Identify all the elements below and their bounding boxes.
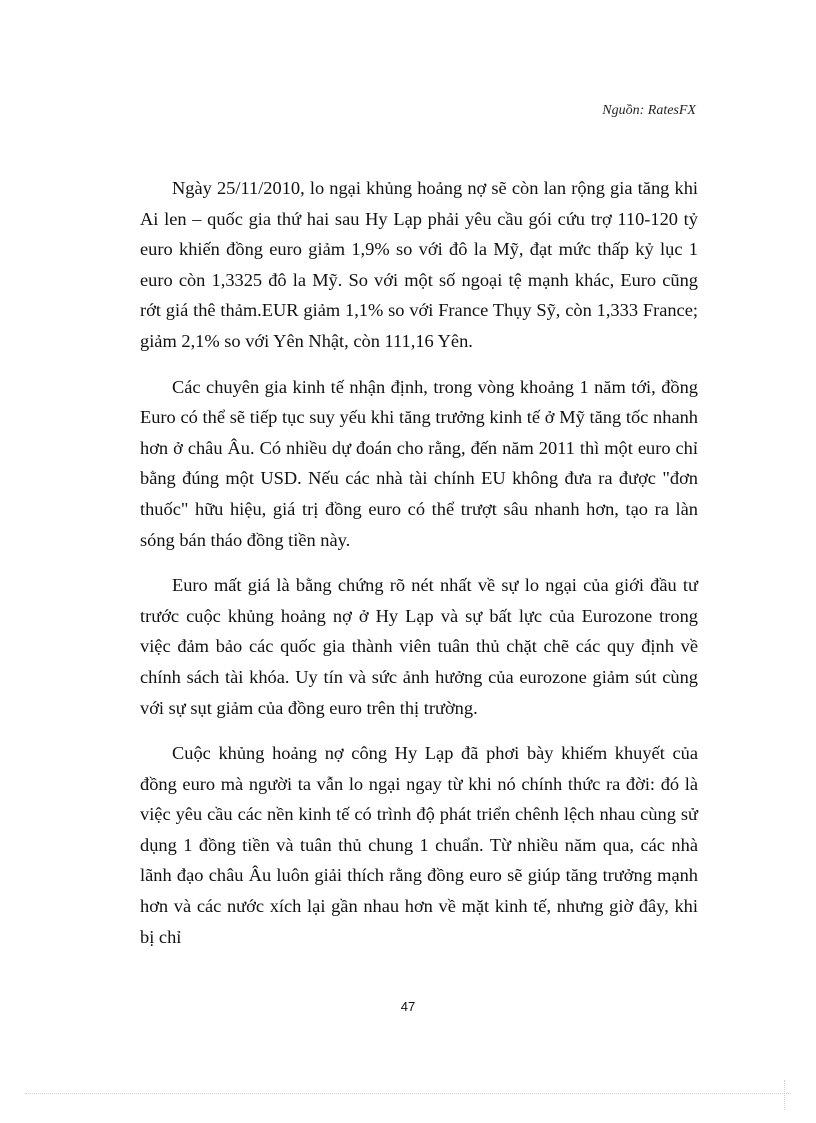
bottom-border (25, 1093, 791, 1094)
paragraph-expert-forecast: Các chuyên gia kinh tế nhận định, trong vòng khoảng 1 năm tới, đồng Euro có thể sẽ tiếp tục suy yếu khi tăng trưởng kinh tế ở Mỹ tăng tốc nhanh hơn ở châu Âu. Có nhiều dự đoán cho rằng, đến năm 2011 thì một euro chỉ bằng đúng một USD. Nếu các nhà tài chính EU không đưa ra được "đơn thuốc" hữu hiệu, giá trị đồng euro có thể trượt sâu nhanh hơn, tạo ra làn sóng bán tháo đồng tiền này. (140, 376, 698, 550)
source-note: Nguồn: RatesFX (602, 103, 696, 118)
paragraph-debt-crisis: Cuộc khủng hoảng nợ công Hy Lạp đã phơi bày khiếm khuyết của đồng euro mà người ta vẫn lo ngại ngay từ khi nó chính thức ra đời: đó là việc yêu cầu các nền kinh tế có trình độ phát triển chênh lệch nhau cùng sử dụng 1 đồng tiền và tuân thủ chung 1 chuẩn. Từ nhiều năm qua, các nhà lãnh đạo châu Âu luôn giải thích rằng đồng euro sẽ giúp tăng trưởng mạnh hơn và các nước xích lại gần nhau hơn về mặt kinh tế, nhưng giờ đây, khi bị chỉ (140, 743, 698, 947)
document-body (140, 173, 698, 967)
right-border (784, 1080, 785, 1110)
paragraph-euro-devaluation: Euro mất giá là bằng chứng rõ nét nhất về sự lo ngại của giới đầu tư trước cuộc khủng hoảng nợ ở Hy Lạp và sự bất lực của Eurozone trong việc đảm bảo các quốc gia thành viên tuân thủ chặt chẽ các quy định về chính sách tài khóa. Uy tín và sức ảnh hưởng của eurozone giảm sút cùng với sự sụt giảm của đồng euro trên thị trường. (140, 575, 698, 718)
page-number: 47 (400, 999, 416, 1014)
paragraph-exchange-rate: Ngày 25/11/2010, lo ngại khủng hoảng nợ sẽ còn lan rộng gia tăng khi Ai len – quốc gia thứ hai sau Hy Lạp phải yêu cầu gói cứu trợ 110-120 tỷ euro khiến đồng euro giảm 1,9% so với đô la Mỹ, đạt mức thấp kỷ lục 1 euro còn 1,3325 đô la Mỹ. So với một số ngoại tệ mạnh khác, Euro cũng rớt giá thê thảm.EUR giảm 1,1% so với France Thụy Sỹ, còn 1,333 France; giảm 2,1% so với Yên Nhật, còn 111,16 Yên. (140, 178, 698, 351)
